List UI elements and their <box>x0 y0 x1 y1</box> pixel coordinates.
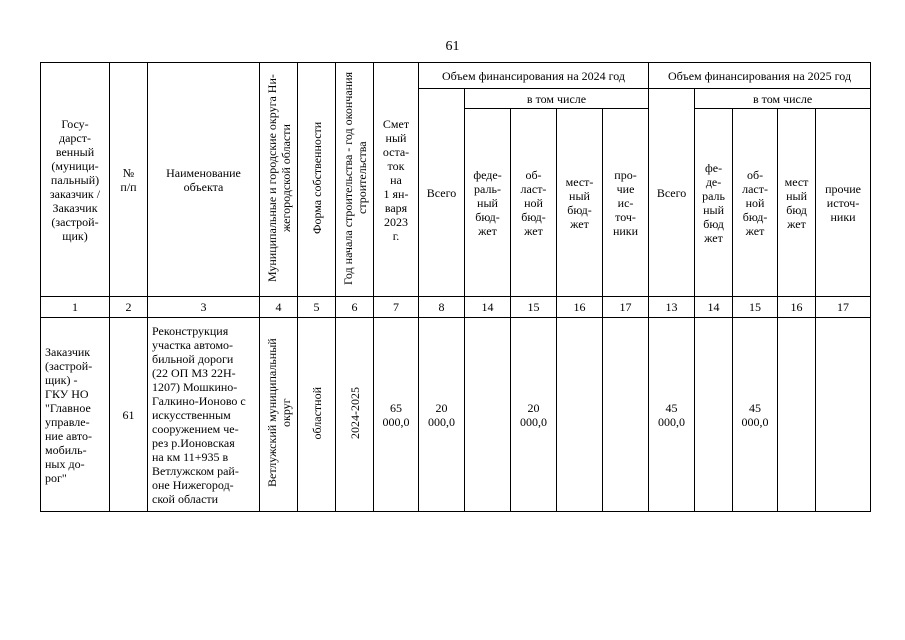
column-number: 4 <box>260 297 298 318</box>
column-number: 17 <box>816 297 871 318</box>
financing-table <box>40 62 871 512</box>
header-municipality: Муниципальные и городские округа Ни-жегородской области <box>260 63 298 297</box>
row-regional-2025: 45 000,0 <box>733 318 778 512</box>
row-other-2025 <box>816 318 871 512</box>
column-number: 14 <box>695 297 733 318</box>
header-estimate: Смет ный оста- ток на 1 ян- варя 2023 г. <box>374 63 419 297</box>
row-object-name: Реконструкция участка автомо- бильной дороги (22 ОП МЗ 22Н- 1207) Мошкино- Галкино-Ионово с искусственным сооружением че- рез р.Ионовская на км 11+935 в Ветлужском рай- оне Нижегород- ской области <box>148 318 260 512</box>
header-object-name: Наименование объекта <box>148 63 260 297</box>
column-number: 14 <box>465 297 511 318</box>
row-ownership: областной <box>298 318 336 512</box>
header-local-2024: мест- ный бюд- жет <box>557 109 603 297</box>
column-number: 2 <box>110 297 148 318</box>
row-total-2024: 20 000,0 <box>419 318 465 512</box>
header-federal-2024: феде- раль- ный бюд- жет <box>465 109 511 297</box>
column-number: 8 <box>419 297 465 318</box>
column-number: 3 <box>148 297 260 318</box>
header-including-2024: в том числе <box>465 89 649 109</box>
column-number: 15 <box>733 297 778 318</box>
table-row <box>41 318 871 512</box>
header-other-2024: про- чие ис- точ- ники <box>603 109 649 297</box>
column-number: 7 <box>374 297 419 318</box>
row-total-2025: 45 000,0 <box>649 318 695 512</box>
page-number: 61 <box>445 39 460 54</box>
column-number: 17 <box>603 297 649 318</box>
header-other-2025: прочие источ- ники <box>816 109 871 297</box>
row-years: 2024-2025 <box>336 318 374 512</box>
column-numbers-row <box>41 297 871 318</box>
column-number: 6 <box>336 297 374 318</box>
row-other-2024 <box>603 318 649 512</box>
row-num: 61 <box>110 318 148 512</box>
column-number: 16 <box>778 297 816 318</box>
header-financing-2025: Объем финансирования на 2025 год <box>649 63 871 89</box>
row-municipality: Ветлужский муниципальный округ <box>260 318 298 512</box>
header-regional-2024: об- ласт- ной бюд- жет <box>511 109 557 297</box>
header-federal-2025: фе- де- раль ный бюд жет <box>695 109 733 297</box>
column-number: 5 <box>298 297 336 318</box>
header-total-2025: Всего <box>649 89 695 297</box>
header-customer: Госу- дарст- венный (муници- пальный) заказчик / Заказчик (застрой- щик) <box>41 63 110 297</box>
row-local-2024 <box>557 318 603 512</box>
header-total-2024: Всего <box>419 89 465 297</box>
header-financing-2024: Объем финансирования на 2024 год <box>419 63 649 89</box>
column-number: 16 <box>557 297 603 318</box>
header-regional-2025: об- ласт- ной бюд- жет <box>733 109 778 297</box>
column-number: 15 <box>511 297 557 318</box>
header-years: Год начала строительства - год окончания строительства <box>336 63 374 297</box>
row-federal-2024 <box>465 318 511 512</box>
header-num: № п/п <box>110 63 148 297</box>
header-including-2025: в том числе <box>695 89 871 109</box>
row-federal-2025 <box>695 318 733 512</box>
column-number: 13 <box>649 297 695 318</box>
column-number: 1 <box>41 297 110 318</box>
header-local-2025: мест ный бюд жет <box>778 109 816 297</box>
row-regional-2024: 20 000,0 <box>511 318 557 512</box>
row-estimate: 65 000,0 <box>374 318 419 512</box>
row-local-2025 <box>778 318 816 512</box>
header-ownership: Форма собственности <box>298 63 336 297</box>
row-customer: Заказчик (застрой- щик) - ГКУ НО "Главное управле- ние авто- мобиль- ных до- рог" <box>41 318 110 512</box>
